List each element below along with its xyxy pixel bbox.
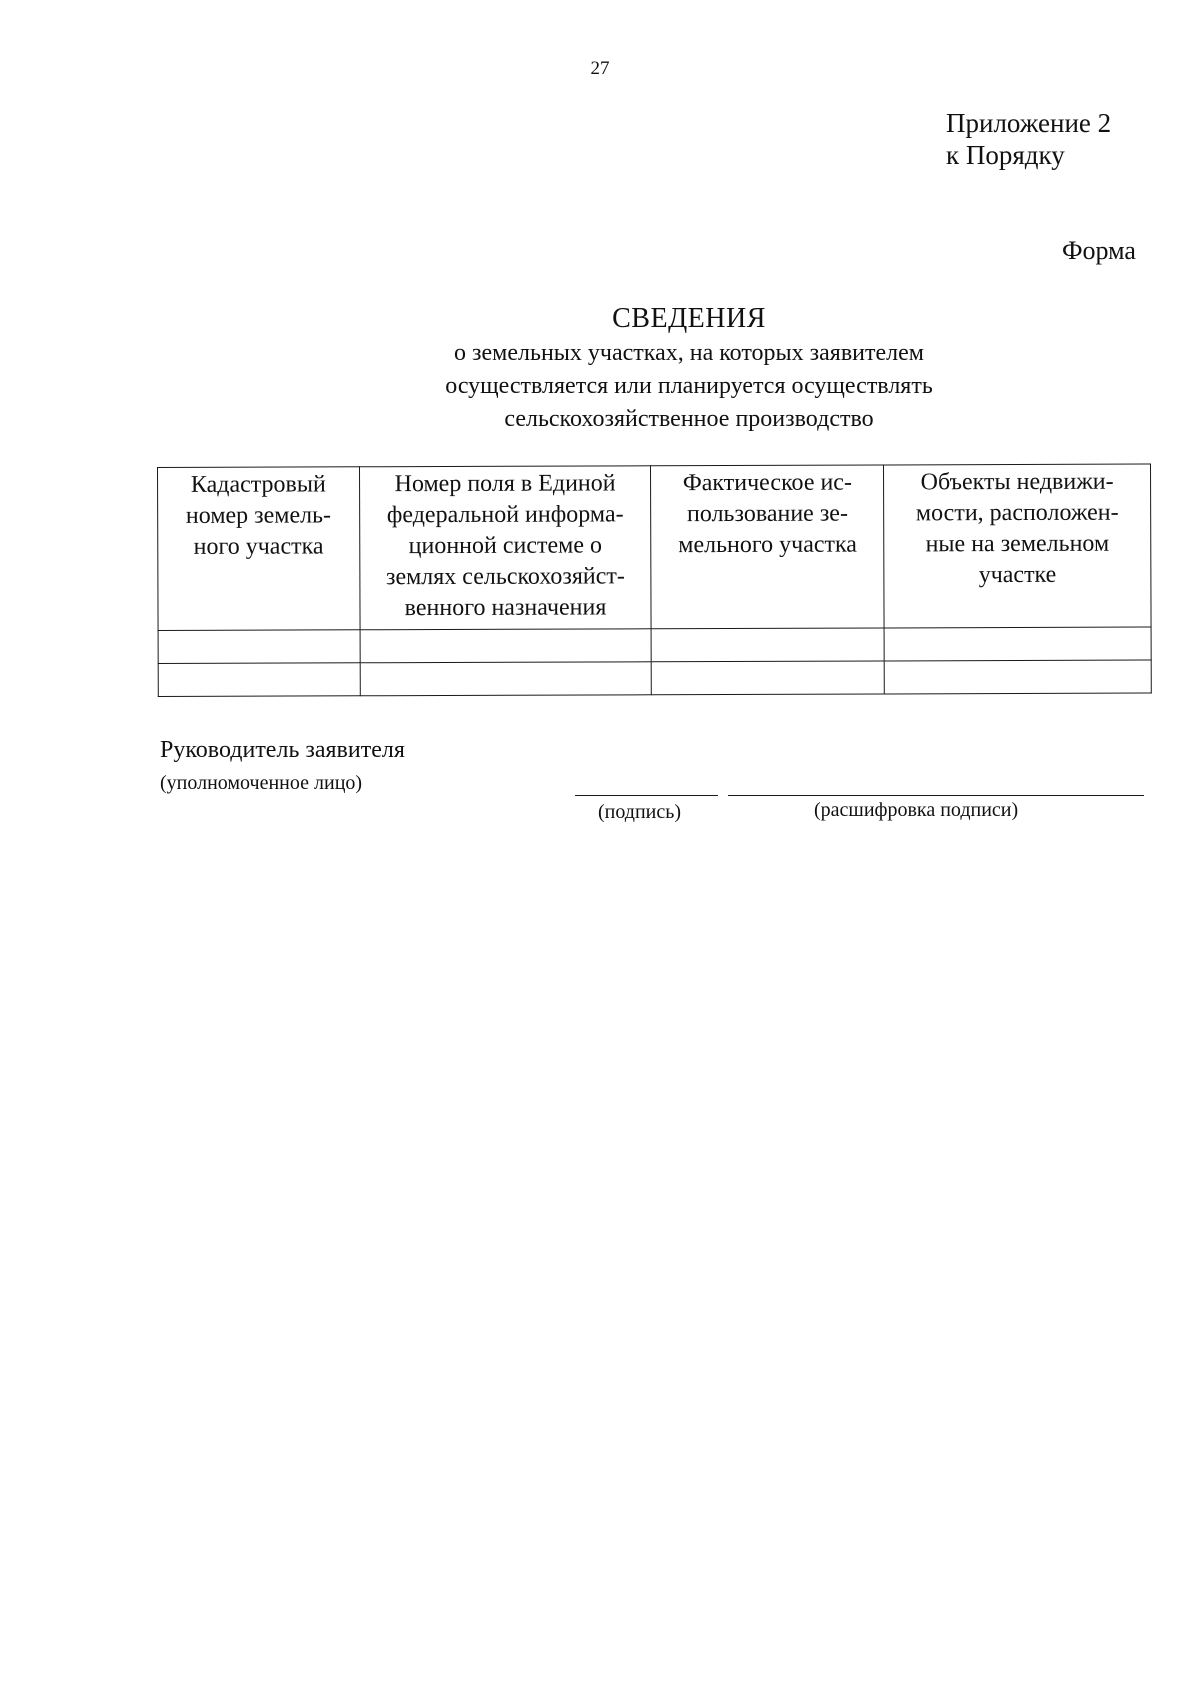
signature-decode-line[interactable] [728, 795, 1144, 796]
table-cell[interactable] [360, 662, 652, 696]
header-text: пользование зе- [686, 500, 848, 528]
land-plots-table [157, 464, 1152, 697]
header-text: венного назначения [404, 594, 607, 622]
subtitle-line-1: о земельных участках, на которых заявителем [454, 340, 924, 366]
document-subtitle [0, 337, 1200, 436]
table-row [158, 660, 1151, 696]
appendix-line-1: Приложение 2 [946, 108, 1112, 138]
header-text: участке [978, 561, 1057, 589]
table-row [158, 627, 1151, 663]
signer-title: Руководитель заявителя [160, 737, 405, 763]
table-cell[interactable] [884, 660, 1151, 694]
appendix-line-2: к Порядку [946, 140, 1065, 170]
header-text: Кадастровый [190, 471, 326, 498]
table-cell[interactable] [360, 629, 652, 663]
signer-note: (уполномоченное лицо) [160, 772, 363, 794]
header-text: Объекты недвижи- [920, 468, 1114, 496]
column-header-real-estate-objects [884, 464, 1151, 628]
subtitle-line-3: сельскохозяйственное производство [504, 406, 874, 432]
table-cell[interactable] [652, 628, 885, 662]
header-text: ного участка [193, 533, 324, 560]
table-cell[interactable] [158, 663, 360, 697]
page-number: 27 [590, 58, 610, 79]
header-text: ные на земельном [925, 530, 1110, 558]
form-label: Форма [1062, 236, 1136, 265]
signature-caption: (подпись) [598, 801, 682, 823]
column-header-cadastral-number [158, 467, 360, 631]
header-text: Номер поля в Единой [394, 470, 616, 498]
table-cell[interactable] [158, 630, 360, 664]
appendix-reference [946, 107, 1111, 171]
header-text: ционной системе о [408, 532, 603, 560]
header-text: номер земель- [185, 502, 332, 529]
header-text: федеральной информа- [386, 501, 624, 529]
signature-decode-caption: (расшифровка подписи) [814, 799, 1019, 821]
subtitle-line-2: осуществляется или планируется осуществлять [445, 373, 933, 399]
header-text: Фактическое ис- [682, 469, 852, 497]
column-header-actual-use [651, 465, 884, 629]
header-text: землях сельскохозяйст- [385, 563, 625, 591]
table-header-row [158, 464, 1152, 630]
header-text: мельного участка [678, 531, 857, 559]
signature-line[interactable] [575, 795, 718, 796]
document-title: СВЕДЕНИЯ [612, 303, 766, 334]
table-cell[interactable] [652, 661, 885, 695]
table-cell[interactable] [884, 627, 1151, 661]
header-text: мости, расположен- [915, 499, 1119, 527]
column-header-field-number [359, 466, 651, 630]
